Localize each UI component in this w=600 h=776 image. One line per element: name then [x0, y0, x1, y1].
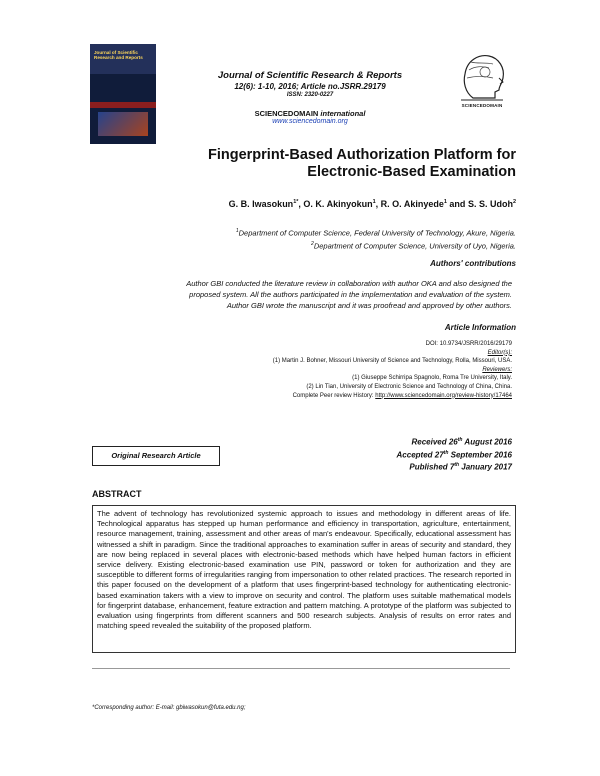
affiliation-1: $^1$Department of Computer Science, Federal University of Technology, Akure, Nigeria. [235, 228, 516, 238]
footnote-divider [92, 668, 510, 669]
publisher-logo-icon [455, 48, 509, 104]
paper-title-line-2: Electronic-Based Examination [307, 164, 516, 180]
contributions-heading: Authors' contributions [430, 259, 516, 268]
doi: DOI: 10.9734/JSRR/2016/29179 [425, 341, 512, 347]
corresponding-author-footnote: *Corresponding author: E-mail: gbiwasokun@futa.edu.ng; [92, 705, 246, 711]
reviewer-entry: (1) Giuseppe Schirripa Spagnolo, Roma Tre University, Italy. [352, 375, 512, 382]
reviewer-entry: (2) Lin Tian, University of Electronic Science and Technology of China, China. [306, 383, 512, 390]
editor-entry: (1) Martin J. Bohner, Missouri University of Science and Technology, Rolla, Missouri, USA. [272, 358, 512, 365]
accepted-date: Accepted 27th September 2016 [396, 449, 512, 460]
author-name: G. B. Iwasokun [228, 199, 294, 209]
author-name: R. O. Akinyede [380, 199, 444, 209]
publisher-name: SCIENCEDOMAIN international [254, 109, 366, 118]
received-date: Received 26th August 2016 [411, 437, 512, 447]
review-history: Complete Peer review History: http://www.sciencedomain.org/review-history/17464 [292, 392, 512, 399]
journal-title: Journal of Scientific Research & Reports [217, 70, 403, 81]
reviewers-label: Reviewers: [482, 366, 512, 373]
review-history-link[interactable]: http://www.sciencedomain.org/review-history/17464 [375, 392, 512, 399]
affiliations [90, 226, 516, 251]
cover-illustration [98, 112, 148, 136]
paper-title [110, 147, 516, 181]
author-list: G. B. Iwasokun$^{1*}$, O. K. Akinyokun$^1$, R. O. Akinyede$^1$ and S. S. Udoh$^2$ [228, 199, 516, 209]
journal-cover-image [90, 44, 156, 144]
cover-title: Journal of Scientific Research and Reports [94, 50, 143, 61]
abstract-heading: ABSTRACT [92, 489, 142, 499]
author-name: S. S. Udoh [467, 199, 513, 209]
cover-band [90, 102, 156, 108]
author-name: O. K. Akinyokun [303, 199, 373, 209]
journal-issn: ISSN: 2320-0227 [286, 92, 334, 98]
abstract-text: The advent of technology has revolutionized systemic approach to issues and methodology in different areas of life. Technological apparatus has stepped up human performance and efficiency in transportation, agriculture, entertainment, resource management, training, assessment and other areas of man's endeavour. Specifically, educational assessment has witnessed a shift in paradigm. Since the traditional approaches to examination suffer in areas of security and standard, they are now being replaced in several places with electronic-based methods which have helped human factors in efficient service delivery. Existing electronic-based examination use PIN, password or token for authorization and they are susceptible to different forms of irregularities ranging from impersonation to other related practices. The research reported in this paper focused on the development of a platform that uses fingerprint-based technology for authenticating electronic-based examination takers with a view to improve on security and control. The platform uses suitable mathematical models for fingerprint database, enhancement, feature extraction and pattern matching. A prototype of the platform was subjected to evaluation using fingerprints from different scanners and 500 research subjects. Analysis of results on error rates and matching speed revealed the suitability of the proposed platform. [92, 505, 516, 653]
journal-volume: 12(6): 1-10, 2016; Article no.JSRR.29179 [234, 82, 386, 91]
contributions-text: Author GBI conducted the literature review in collaboration with author OKA and also designed the proposed system. All the authors participated in the implementation and evaluation of the system. Author GBI wrote the manuscript and it was proofread and approved by other authors. [186, 279, 512, 310]
article-info [90, 340, 512, 400]
article-type-badge: Original Research Article [92, 446, 220, 466]
paper-title-line-1: Fingerprint-Based Authorization Platform for [208, 147, 516, 163]
publisher-logo-text: SCIENCEDOMAIN [461, 103, 503, 108]
article-info-heading: Article Information [444, 323, 516, 332]
publication-dates [300, 435, 512, 473]
editors-label: Editor(s): [487, 349, 512, 356]
publisher-url[interactable]: www.sciencedomain.org [272, 118, 348, 125]
published-date: Published 7th January 2017 [409, 462, 512, 472]
affiliation-2: $^2$Department of Computer Science, University of Uyo, Nigeria. [311, 240, 516, 250]
